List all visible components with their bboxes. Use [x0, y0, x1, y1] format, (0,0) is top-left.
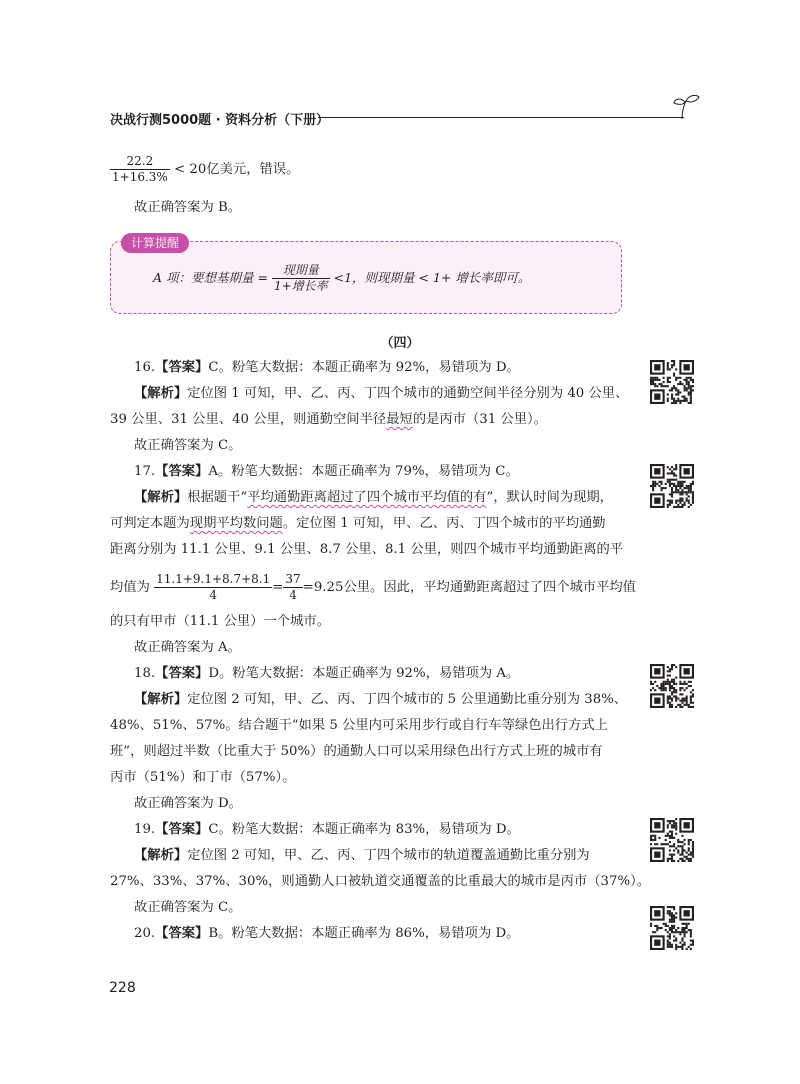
q18-analysis-line: 班”，则超过半数（比重大于 50%）的通勤人口可以采用绿色出行方式上班的城市有 — [110, 744, 603, 759]
q19-conclusion: 故正确答案为 C。 — [134, 900, 242, 915]
sprout-icon — [672, 93, 700, 119]
qr-code-icon[interactable] — [650, 464, 694, 508]
qr-code-icon[interactable] — [650, 906, 694, 950]
tip-label: 计算提醒 — [121, 233, 189, 253]
intro-line: $\frac{22.2}{1+16.3\%}$ < 20亿美元，错误。 — [112, 154, 300, 184]
q18-answer: 18.【答案】D。粉笔大数据：本题正确率为 92%，易错项为 A。 — [134, 666, 520, 681]
q17-analysis-line: 可判定本题为现期平均数问题。定位图 1 可知，甲、乙、丙、丁四个城市的平均通勤 — [110, 516, 606, 531]
q19-analysis-line: 【解析】定位图 2 可知，甲、乙、丙、丁四个城市的轨道覆盖通勤比重分别为 — [134, 848, 590, 863]
emphasis-underline: 平均通勤距离超过了四个城市平均值的有 — [247, 490, 487, 505]
section-title: （四） — [380, 336, 420, 351]
emphasis-underline: 现期平均数问题 — [189, 516, 283, 531]
q16-conclusion: 故正确答案为 C。 — [134, 438, 242, 453]
q17-analysis-line: 的只有甲市（11.1 公里）一个城市。 — [110, 614, 330, 629]
q19-answer: 19.【答案】C。粉笔大数据：本题正确率为 83%，易错项为 D。 — [134, 822, 520, 837]
qr-code-icon[interactable] — [650, 818, 694, 862]
sum-fraction: $\frac{11.1+9.1+8.7+8.1}{4}$ — [156, 572, 271, 602]
q18-analysis-line: 丙市（51%）和丁市（57%）。 — [110, 770, 296, 785]
q17-average-formula: 均值为 $\frac{11.1+9.1+8.7+8.1}{4}$ = $\frac{37}{4}$ =9.25公里。因此，平均通勤距离超过了四个城市平均值 — [110, 572, 636, 602]
q17-answer: 17.【答案】A。粉笔大数据：本题正确率为 79%，易错项为 C。 — [134, 464, 519, 479]
page-number: 228 — [109, 980, 136, 996]
q17-conclusion: 故正确答案为 A。 — [134, 640, 241, 655]
intro-fraction: $\frac{22.2}{1+16.3\%}$ — [112, 154, 168, 184]
qr-code-icon[interactable] — [650, 360, 694, 404]
running-header — [110, 103, 700, 133]
calculation-tip-box — [110, 236, 622, 314]
q18-analysis-line: 48%、51%、57%。结合题干“如果 5 公里内可采用步行或自行车等绿色出行方式上 — [110, 718, 608, 733]
q20-answer: 20.【答案】B。粉笔大数据：本题正确率为 86%，易错项为 D。 — [134, 926, 520, 941]
tip-text: A 项：要想基期量 = $\frac{\text{现期量}}{\text{1+增长率}}$ <1，则现期量 < 1+ 增长率即可。 — [153, 263, 531, 293]
q19-analysis-line: 27%、33%、37%、30%，则通勤人口被轨道交通覆盖的比重最大的城市是丙市（37%）。 — [110, 874, 651, 889]
q18-analysis-line: 【解析】定位图 2 可知，甲、乙、丙、丁四个城市的 5 公里通勤比重分别为 38%、 — [134, 692, 628, 707]
q17-analysis-line: 【解析】根据题干“平均通勤距离超过了四个城市平均值的有”，默认时间为现期， — [134, 490, 614, 505]
q16-analysis-line: 39 公里、31 公里、40 公里，则通勤空间半径最短的是丙市（31 公里）。 — [110, 412, 547, 427]
result-fraction: $\frac{37}{4}$ — [285, 572, 301, 602]
emphasis-underline: 最短 — [386, 412, 413, 427]
q18-conclusion: 故正确答案为 D。 — [134, 796, 242, 811]
tip-fraction: $\frac{\text{现期量}}{\text{1+增长率}}$ — [273, 263, 328, 293]
q16-answer: 16.【答案】C。粉笔大数据：本题正确率为 92%，易错项为 D。 — [134, 360, 520, 375]
intro-conclusion: 故正确答案为 B。 — [134, 200, 242, 215]
qr-code-icon[interactable] — [650, 664, 694, 708]
q17-analysis-line: 距离分别为 11.1 公里、9.1 公里、8.7 公里、8.1 公里，则四个城市平均通勤距离的平 — [110, 542, 624, 557]
q16-analysis-line: 【解析】定位图 1 可知，甲、乙、丙、丁四个城市的通勤空间半径分别为 40 公里、 — [134, 386, 629, 401]
header-rule — [318, 117, 684, 118]
book-title: 决战行测5000题 · 资料分析（下册） — [110, 113, 330, 128]
